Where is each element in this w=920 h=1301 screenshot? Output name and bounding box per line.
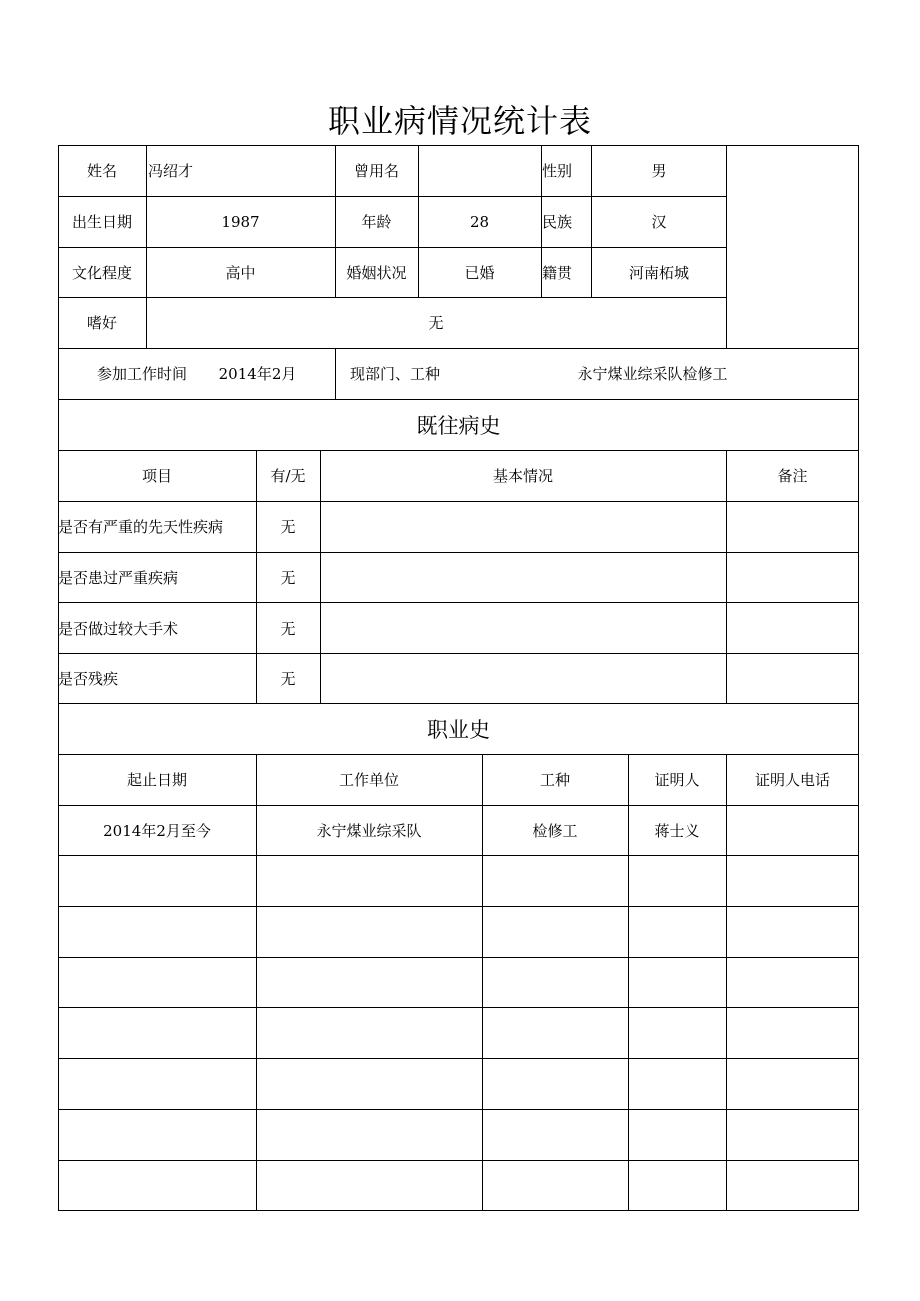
history-section-title: 既往病史 bbox=[416, 413, 501, 438]
occupation-row-phone bbox=[726, 1160, 859, 1211]
occupation-section-title: 职业史 bbox=[427, 717, 490, 742]
occupation-row-job bbox=[482, 1160, 628, 1211]
occupation-row-period bbox=[58, 1110, 256, 1161]
history-row-has: 无 bbox=[280, 619, 296, 638]
ethnic-value: 汉 bbox=[651, 213, 667, 231]
occupation-row-witness bbox=[628, 1110, 726, 1161]
department-label: 现部门、工种 bbox=[349, 365, 440, 383]
occupation-row-unit bbox=[256, 1160, 482, 1211]
occupation-row-period bbox=[58, 907, 256, 958]
origin-label: 籍贯 bbox=[542, 263, 573, 282]
occupation-row-job bbox=[482, 1008, 628, 1059]
occupation-row-unit bbox=[256, 1110, 482, 1161]
education-value: 高中 bbox=[225, 263, 256, 282]
occupation-row-witness bbox=[628, 856, 726, 907]
occupation-header-phone: 证明人电话 bbox=[754, 771, 830, 789]
occupation-header-job: 工种 bbox=[539, 771, 570, 789]
occupation-row-period bbox=[58, 1160, 256, 1211]
occupation-row-period bbox=[58, 1059, 256, 1110]
occupation-row-phone bbox=[726, 1008, 859, 1059]
age-value: 28 bbox=[469, 212, 490, 231]
history-row-item: 是否做过较大手术 bbox=[58, 619, 179, 638]
history-row-item: 是否残疾 bbox=[58, 670, 119, 689]
occupation-row-period bbox=[58, 957, 256, 1008]
ethnic-label: 民族 bbox=[542, 213, 573, 231]
gender-value: 男 bbox=[651, 162, 667, 180]
history-row-item: 是否患过严重疾病 bbox=[58, 568, 179, 587]
page-title: 职业病情况统计表 bbox=[327, 102, 592, 140]
hobby-value: 无 bbox=[428, 314, 444, 332]
work-start-label: 参加工作时间 bbox=[96, 365, 187, 383]
occupation-row-phone bbox=[726, 1059, 859, 1110]
occupation-row-phone bbox=[726, 957, 859, 1008]
occupation-row-witness bbox=[628, 1059, 726, 1110]
name-label: 姓名 bbox=[86, 162, 117, 180]
occupation-row-unit: 永宁煤业综采队 bbox=[316, 822, 422, 840]
history-row-note bbox=[726, 603, 859, 654]
occupation-row-job bbox=[482, 957, 628, 1008]
occupation-row-witness bbox=[628, 907, 726, 958]
occupation-header-unit: 工作单位 bbox=[338, 771, 399, 789]
occupation-row-period bbox=[58, 856, 256, 907]
occupation-row-unit bbox=[256, 1059, 482, 1110]
origin-value: 河南柘城 bbox=[628, 263, 689, 282]
occupation-row-period: 2014年2月至今 bbox=[103, 822, 211, 840]
education-label: 文化程度 bbox=[71, 263, 132, 282]
occupation-header-period: 起止日期 bbox=[126, 771, 187, 789]
history-header-has: 有/无 bbox=[270, 467, 306, 485]
occupation-row-job bbox=[482, 1059, 628, 1110]
history-row-item: 是否有严重的先天性疾病 bbox=[58, 518, 224, 536]
occupation-row-phone bbox=[726, 805, 859, 856]
history-row-detail bbox=[320, 501, 726, 552]
occupation-row-phone bbox=[726, 907, 859, 958]
occupation-row-job: 检修工 bbox=[532, 822, 578, 840]
birth-value: 1987 bbox=[221, 212, 260, 231]
occupation-row-phone bbox=[726, 1110, 859, 1161]
occupation-row-job bbox=[482, 856, 628, 907]
work-start-value: 2014年2月 bbox=[218, 365, 297, 383]
history-header-item: 项目 bbox=[141, 467, 172, 485]
occupation-row-job bbox=[482, 907, 628, 958]
alias-value bbox=[419, 145, 540, 196]
hobby-label: 嗜好 bbox=[86, 314, 117, 332]
occupation-row-unit bbox=[256, 856, 482, 907]
history-header-detail: 基本情况 bbox=[492, 467, 553, 485]
department-value: 永宁煤业综采队检修工 bbox=[577, 365, 728, 383]
marital-value: 已婚 bbox=[464, 263, 495, 282]
occupation-row-unit bbox=[256, 1008, 482, 1059]
name-value: 冯绍才 bbox=[148, 162, 194, 180]
history-row-detail bbox=[320, 603, 726, 654]
occupation-row-witness bbox=[628, 1160, 726, 1211]
grid-line bbox=[726, 145, 727, 348]
occupation-row-witness: 蒋士义 bbox=[654, 822, 700, 840]
occupation-row-witness bbox=[628, 957, 726, 1008]
age-label: 年龄 bbox=[361, 213, 392, 231]
history-row-note bbox=[726, 501, 859, 552]
occupation-row-phone bbox=[726, 856, 859, 907]
history-row-note bbox=[726, 653, 859, 704]
history-row-has: 无 bbox=[280, 518, 296, 536]
occupation-row-period bbox=[58, 1008, 256, 1059]
history-row-has: 无 bbox=[280, 568, 296, 587]
history-row-detail bbox=[320, 552, 726, 603]
occupation-header-witness: 证明人 bbox=[654, 771, 700, 789]
history-header-note: 备注 bbox=[777, 467, 808, 485]
history-row-detail bbox=[320, 653, 726, 704]
occupation-row-unit bbox=[256, 957, 482, 1008]
occupation-row-job bbox=[482, 1110, 628, 1161]
history-row-note bbox=[726, 552, 859, 603]
history-row-has: 无 bbox=[280, 670, 296, 689]
alias-label: 曾用名 bbox=[353, 162, 399, 180]
occupation-row-unit bbox=[256, 907, 482, 958]
gender-label: 性别 bbox=[542, 162, 573, 180]
occupation-row-witness bbox=[628, 1008, 726, 1059]
marital-label: 婚姻状况 bbox=[346, 263, 407, 282]
birth-label: 出生日期 bbox=[71, 213, 132, 231]
